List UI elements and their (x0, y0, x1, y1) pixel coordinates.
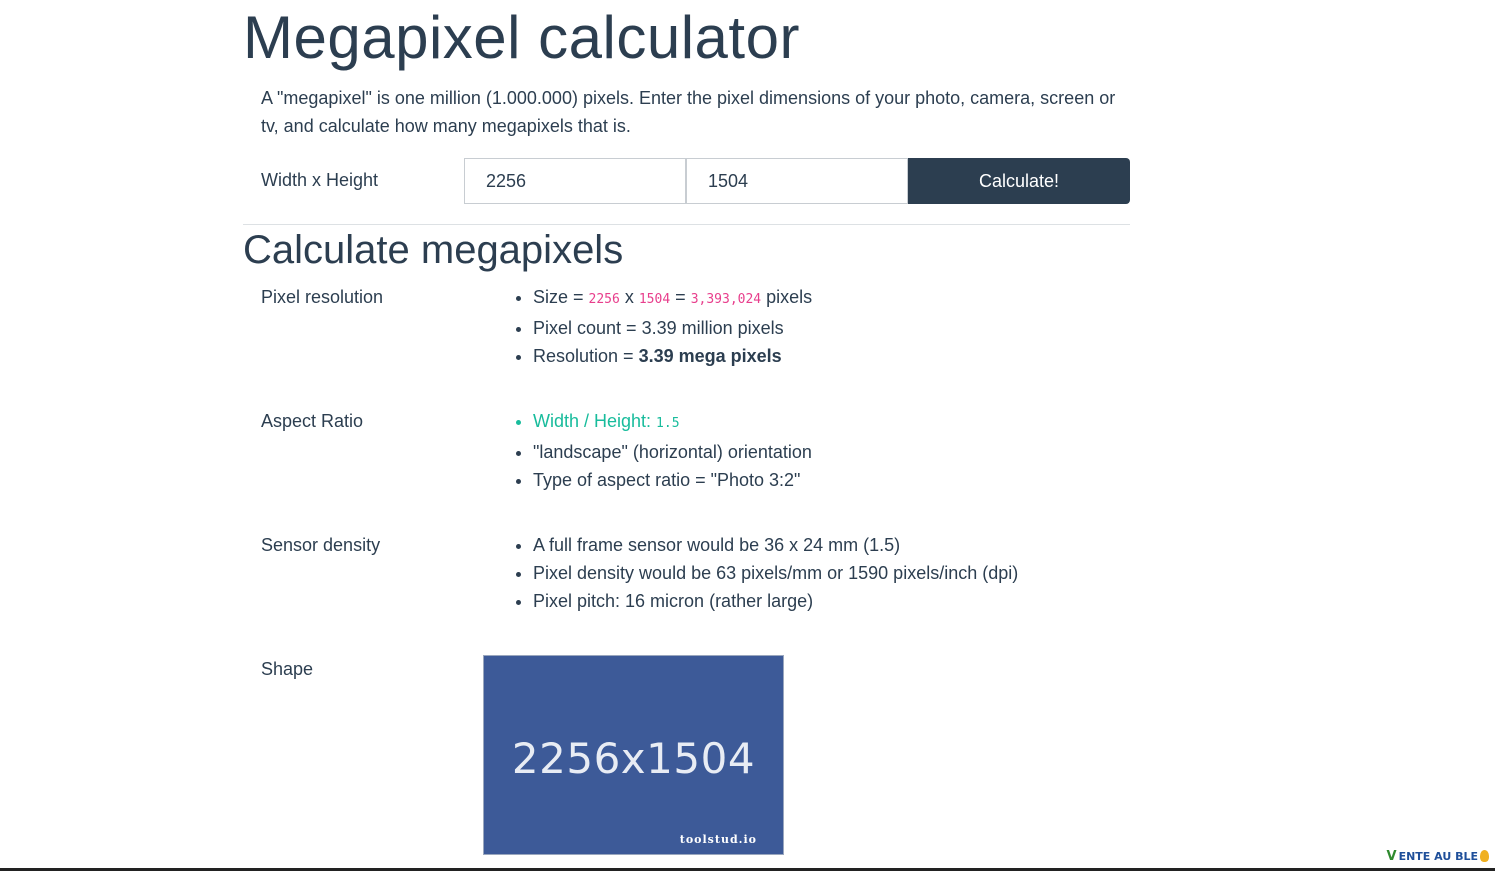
intro-text: A "megapixel" is one million (1.000.000) pixels. Enter the pixel dimensions of your photo, camera, screen or tv, and calculate how many megapixels that is. (261, 88, 1116, 136)
pixel-count-item: • Pixel count = 3.39 million pixels (533, 314, 1133, 342)
logo-initial: V (1386, 848, 1397, 864)
shape-label: Shape (261, 659, 314, 679)
divider (243, 224, 1130, 225)
calculate-button[interactable]: Calculate! (908, 158, 1130, 204)
size-eq: = (670, 287, 691, 307)
logo-mark-icon (1480, 850, 1489, 862)
resolution-prefix: Resolution = (533, 346, 639, 366)
ratio-text[interactable]: Width / Height: (533, 411, 657, 431)
shape-preview-image (483, 655, 784, 855)
corner-logo[interactable] (1387, 847, 1489, 865)
size-item (533, 283, 1133, 314)
size-total-code: 3,393,024 (690, 292, 762, 307)
calculator-form (243, 158, 1130, 204)
resolution-value: 3.39 mega pixels (638, 346, 782, 366)
size-x: x (619, 287, 639, 307)
size-height-code: 1504 (638, 292, 671, 307)
ratio-value: 1.5 (656, 416, 680, 431)
full-frame-item: • A full frame sensor would be 36 x 24 mm (1.5) (533, 531, 1133, 559)
width-input[interactable] (464, 158, 686, 204)
pixel-density-item: • Pixel density would be 63 pixels/mm or 1590 pixels/inch (dpi) (533, 559, 1133, 587)
size-prefix: Size = (533, 287, 589, 307)
pixel-resolution-list (511, 283, 1133, 370)
height-input[interactable] (686, 158, 908, 204)
logo-text: ENTE AU BLE (1398, 849, 1478, 863)
pixel-pitch-item: • Pixel pitch: 16 micron (rather large) (533, 587, 1133, 615)
pixel-resolution-label: Pixel resolution (261, 287, 384, 307)
aspect-ratio-label: Aspect Ratio (261, 411, 364, 431)
resolution-item (533, 342, 1133, 370)
size-suffix: pixels (761, 287, 813, 307)
dimensions-label: Width x Height (261, 170, 379, 190)
aspect-ratio-list (511, 407, 1133, 494)
size-width-code: 2256 (588, 292, 620, 307)
section-title: Calculate megapixels (243, 228, 624, 272)
sensor-density-list (511, 531, 1133, 615)
shape-dimensions-text: 2256x1504 (511, 734, 756, 783)
ratio-item[interactable] (533, 407, 1133, 438)
sensor-density-label: Sensor density (261, 535, 381, 555)
page-title: Megapixel calculator (243, 4, 800, 71)
ratio-type-item: • Type of aspect ratio = "Photo 3:2" (533, 466, 1133, 494)
orientation-item: • "landscape" (horizontal) orientation (533, 438, 1133, 466)
main-content (243, 0, 1130, 846)
shape-watermark: toolstud.io (679, 833, 757, 846)
